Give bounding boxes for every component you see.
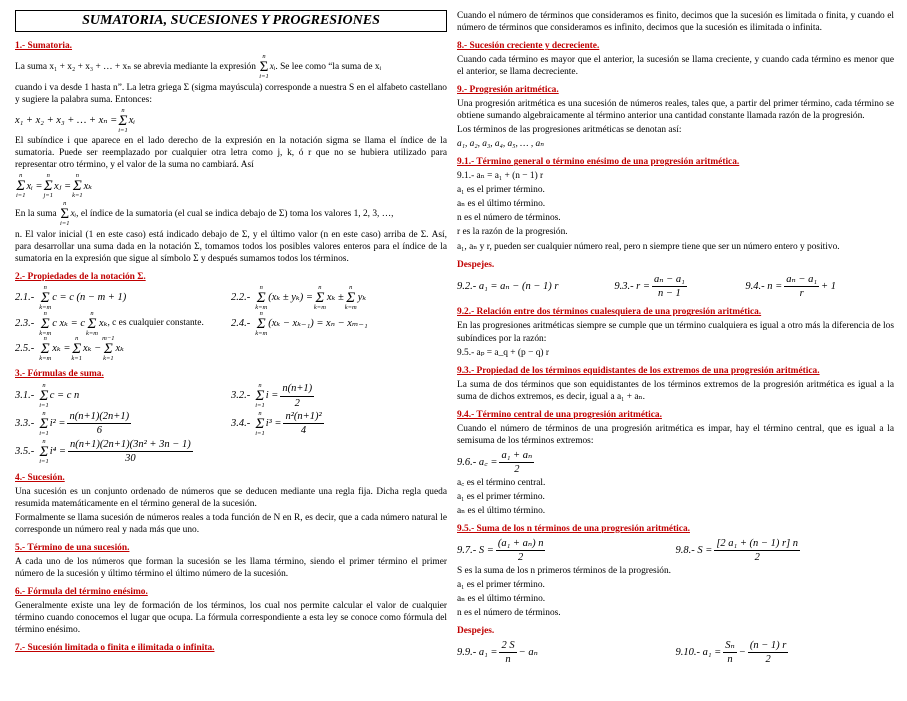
- limitada-paragraph: Cuando el número de términos que consideramos es finito, decimos que la sucesión es limitada o finita, y cuando el número de términos que consideramos es infinito, decimos que la sucesión es ilimitada o infinita.: [457, 11, 894, 34]
- properties-row-1: 2.1.- n Σ k=m c = c (n − m + 1) 2.2.- n Σ k=m (xₖ ± yₖ) = n Σ k=m xₖ ± n Σ k=m yₖ: [15, 283, 367, 311]
- heading-formulas: 3.- Fórmulas de suma.: [15, 369, 104, 380]
- termino-central-equation: 9.6.- a꜀ = $\frac{\text{a₁ + aₙ}}{2}$: [457, 449, 533, 476]
- relacion-equation: 9.5.- aₚ = a_q + (p − q) r: [457, 347, 549, 358]
- termino-paragraph: A cada uno de los números que forman la sucesión se les llama término, siendo el primer término el primer número de la sucesión y último término el último número de la sucesión.: [15, 556, 447, 579]
- suma-terminos-line-3: aₙ es el último término.: [457, 593, 546, 604]
- heading-sumatoria: 1.- Sumatoria.: [15, 40, 73, 51]
- right-column: [457, 10, 894, 667]
- suma-terminos-line-2: a₁ es el primer término.: [457, 579, 545, 590]
- sumatoria-paragraph-3: El subíndice i que aparece en el lado derecho de la expresión en la notación sigma se llama el índice de la sumatoria. Puede ser reemplazado por cualquier otra letra como j, k, ó r que no se hubiera utilizado para representar otro término, y el valor de la suma no cambiará. Así: [15, 136, 447, 171]
- sumatoria-paragraph-4: En la suma n Σ i=1 xᵢ, el índice de la sumatoria (el cual se indica debajo de Σ) toma los valores 1, 2, 3, …,: [15, 200, 394, 227]
- heading-creciente: 8.- Sucesión creciente y decreciente.: [457, 41, 600, 52]
- heading-equidistantes: 9.3.- Propiedad de los términos equidistantes de los extremos de una progresión aritmética.: [457, 365, 820, 376]
- index-equivalence-equation: n Σ i=1 xᵢ = n Σ j=1 xⱼ = n Σ k=1 xₖ: [16, 172, 93, 200]
- suma-terminos-line-4: n es el número de términos.: [457, 607, 561, 618]
- left-column: [15, 10, 447, 656]
- sucesion-paragraph-2: Formalmente se llama sucesión de números reales a toda función de N en R, es decir, que a cada número natural le corresponde un número real y nada más que uno.: [15, 512, 447, 535]
- termino-general-line-5: a₁, aₙ y r, pueden ser cualquier número real, pero n siempre tiene que ser un número entero y positivo.: [457, 241, 840, 252]
- progresion-paragraph-1: Una progresión aritmética es una sucesión de números reales, tales que, a partir del primer término, cada término se obtiene sumando algebraicamente al término anterior una cantidad constante llamada razón de la progresión.: [457, 99, 894, 122]
- formulas-row-1: 3.1.- n Σ i=1 c = c n 3.2.- n Σ i=1 i = $\frac{n(n+1)}{2}$: [15, 382, 313, 409]
- heading-despejes-2: Despejes.: [457, 625, 495, 636]
- heading-termino-general: 9.1.- Término general o término enésimo de una progresión aritmética.: [457, 157, 740, 168]
- suma-terminos-equations: 9.7.- S = $\frac{\text{(a₁ + aₙ) n}}{2}$ 9.8.- S = $\frac{\text{[2 a₁ + (n − 1) r] n}}{2}$: [457, 537, 799, 564]
- heading-termino: 5.- Término de una sucesión.: [15, 542, 130, 553]
- progresion-terms: a₁, a₂, a₃, a₄, a₅, … , aₙ: [457, 139, 545, 150]
- formulas-row-3: 3.5.- n Σ i=1 i⁴ = $\frac{\text{n(n+1)(2n+1)(3n² + 3n − 1)}}{30}$: [15, 437, 191, 465]
- sumatoria-paragraph-5: n. El valor inicial (1 en este caso) está indicado debajo de Σ, y el último valor (n en este caso) arriba de Σ. Así, para desarrollar una suma dada en la notación Σ, tomamos todos los posibles valores enteros para el índice de la sumatoria en la expresión que sigue al símbolo Σ y después sumamos todos los términos.: [15, 229, 447, 264]
- heading-limitada: 7.- Sucesión limitada o finita e ilimitada o infinita.: [15, 643, 215, 654]
- creciente-paragraph: Cuando cada término es mayor que el anterior, la sucesión se llama creciente, y cuando cada término es menor que el anterior, se llama decreciente.: [457, 55, 894, 78]
- heading-progresion: 9.- Progresión aritmética.: [457, 85, 559, 96]
- termino-general-equation: 9.1.- aₙ = a₁ + (n − 1) r: [457, 171, 544, 182]
- heading-suma-terminos: 9.5.- Suma de los n términos de una progresión aritmética.: [457, 523, 690, 534]
- sumatoria-equation: x₁ + x₂ + x₃ + … + xₙ = n Σ i=1 xᵢ: [15, 106, 136, 134]
- sucesion-paragraph-1: Una sucesión es un conjunto ordenado de números que se deducen mediante una regla fija. Dicha regla queda resumida matemáticamente en el término general de la sucesión.: [15, 486, 447, 509]
- despejes-row-2: 9.9.- a₁ = $\frac{2 S}{n}$ − aₙ 9.10.- a₁ = $\frac{\text{Sₙ}}{n}$ − $\frac{(n - 1) r}{2}$: [457, 639, 787, 666]
- heading-propiedades: 2.- Propiedades de la notación Σ.: [15, 271, 146, 282]
- heading-despejes-1: Despejes.: [457, 259, 495, 270]
- termino-general-line-2: aₙ es el último término.: [457, 199, 546, 210]
- equidistantes-paragraph: La suma de dos términos que son equidistantes de los términos extremos de la progresión aritmética es igual a la suma de dichos extremos, es decir, igual a a₁ + aₙ.: [457, 379, 894, 402]
- termino-general-line-4: r es la razón de la progresión.: [457, 227, 568, 238]
- sigma-symbol: n Σ i=1: [259, 52, 269, 80]
- suma-terminos-line-1: S es la suma de los n primeros términos de la progresión.: [457, 565, 672, 576]
- termino-central-paragraph: Cuando el número de términos de una progresión aritmética es impar, hay el término central, que es igual a la semisuma de los términos extremos:: [457, 423, 894, 446]
- heading-relacion: 9.2.- Relación entre dos términos cualesquiera de una progresión aritmética.: [457, 307, 762, 318]
- heading-termino-central: 9.4.- Término central de una progresión aritmética.: [457, 409, 662, 420]
- properties-row-3: 2.5.- n Σ k=m xₖ = n Σ k=1 xₖ − m−1 Σ k=1 xₖ: [15, 335, 124, 363]
- formula-enesimo-paragraph: Generalmente existe una ley de formación de los términos, los cual nos permite calcular el valor de cualquier término cuando conocemos el lugar que ocupa. La fórmula correspondiente a esta ley se conoce como fórmula del término enésimo.: [15, 600, 447, 636]
- progresion-paragraph-2: Los términos de las progresiones aritméticas se denotan así:: [457, 125, 682, 136]
- properties-row-2: 2.3.- n Σ k=m c xₖ = c n Σ k=m xₖ , c es cualquier constante. 2.4.- n Σ k=m (xₖ − xₖ₋₁) = xₙ − xₘ₋₁: [15, 309, 368, 337]
- termino-central-line-3: aₙ es el último término.: [457, 505, 546, 516]
- termino-general-line-3: n es el número de términos.: [457, 213, 561, 224]
- sumatoria-paragraph-1: La suma x₁ + x₂ + x₃ + … + xₙ se abrevia mediante la expresión n Σ i=1 xᵢ. Se lee como “la suma de xᵢ: [15, 52, 382, 80]
- termino-central-line-2: a₁ es el primer término.: [457, 491, 545, 502]
- termino-general-line-1: a₁ es el primer término.: [457, 185, 545, 196]
- relacion-paragraph: En las progresiones aritméticas siempre se cumple que un término cualquiera es igual a otro más la diferencia de los subíndices por la razón:: [457, 321, 894, 344]
- heading-formula-enesimo: 6.- Fórmula del término enésimo.: [15, 586, 148, 597]
- sumatoria-paragraph-2: cuando i va desde 1 hasta n”. La letra griega Σ (sigma mayúscula) corresponde a nuestra S en el alfabeto castellano y sugiere la palabra suma. Entonces:: [15, 82, 447, 105]
- despejes-row-1: 9.2.- a₁ = aₙ − (n − 1) r 9.3.- r = $\frac{\text{aₙ − a₁}}{n - 1}$ 9.4.- n = $\frac{\text{aₙ − a₁}}{r}$ + 1: [457, 273, 836, 299]
- page-title: SUMATORIA, SUCESIONES Y PROGRESIONES: [15, 10, 447, 32]
- heading-sucesion: 4.- Sucesión.: [15, 472, 65, 483]
- termino-central-line-1: a꜀ es el término central.: [457, 477, 546, 488]
- formulas-row-2: 3.3.- n Σ i=1 i² = $\frac{n(n+1)(2n+1)}{6}$ 3.4.- n Σ i=1 i³ = $\frac{\text{n²(n+1)²}}{4}$: [15, 410, 322, 437]
